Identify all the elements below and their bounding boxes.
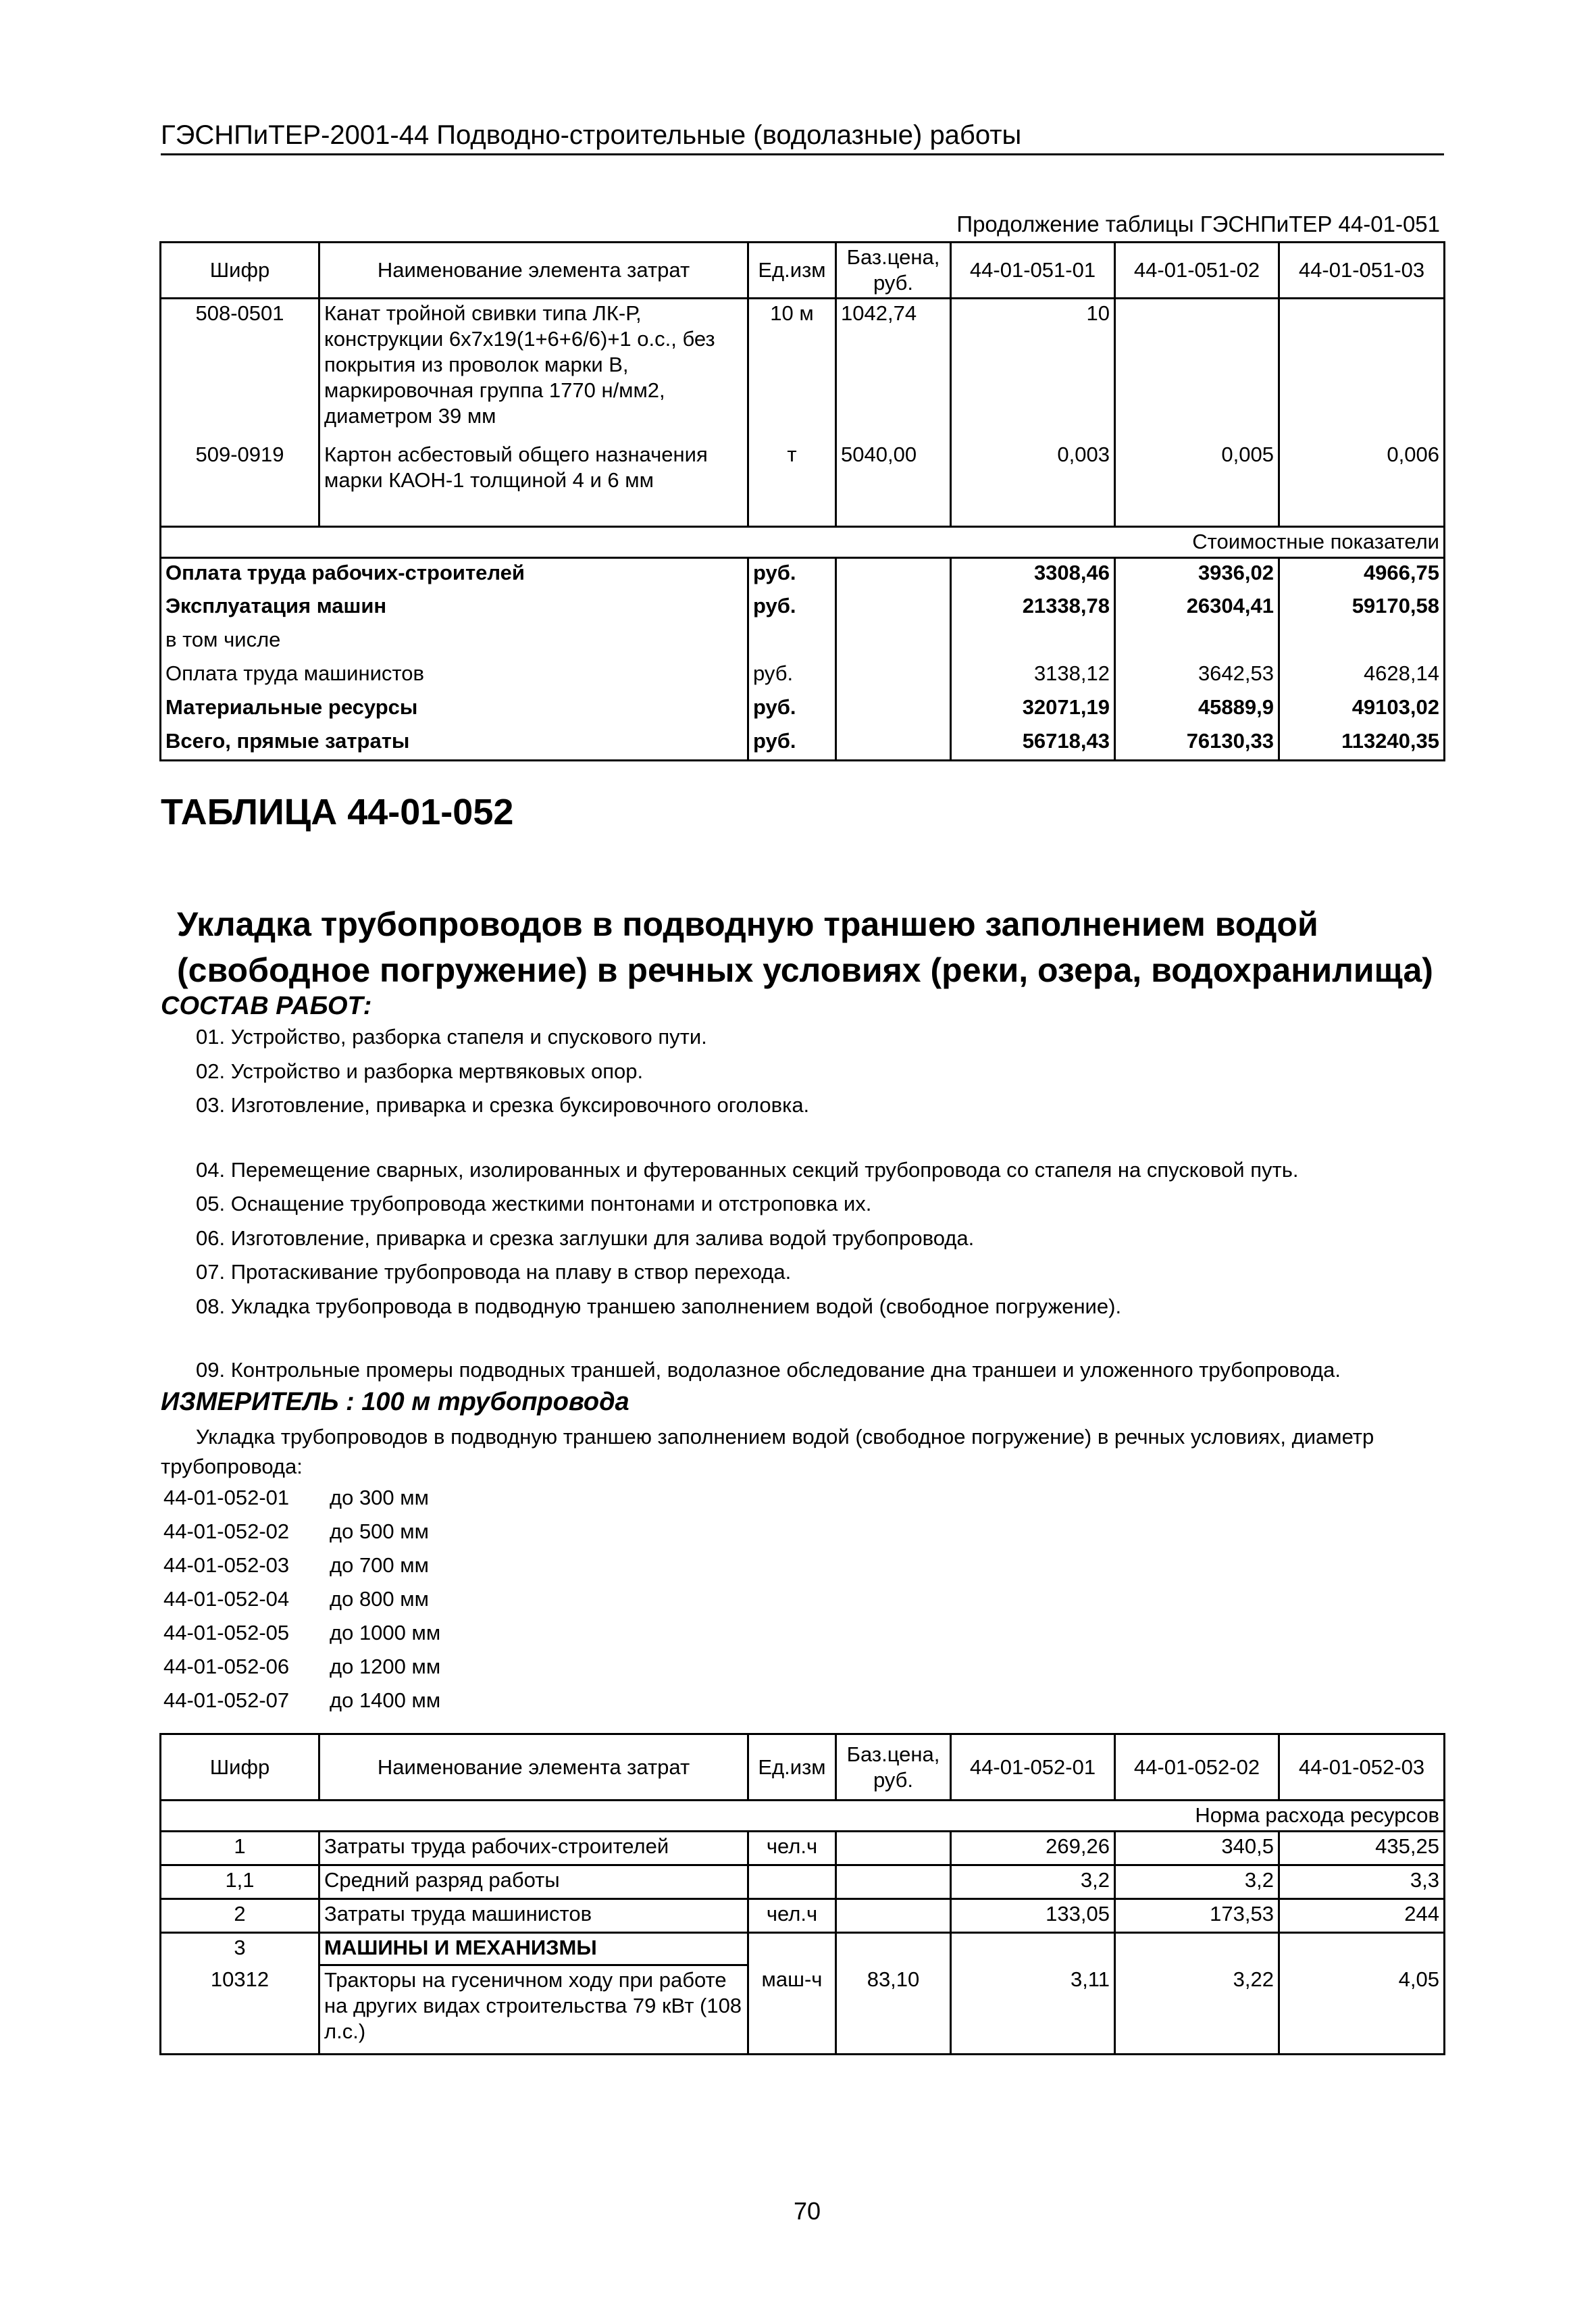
header-name: Наименование элемента затрат [319,243,748,299]
row-value-3 [1279,1933,1445,1965]
cost-value-2: 26304,41 [1115,592,1279,626]
row-value-1 [951,1933,1115,1965]
band-cost-indicators: Стоимостные показатели [161,527,1445,558]
row-name: Средний разряд работы [319,1865,748,1899]
header-price: Баз.цена, руб. [836,243,951,299]
header-rule [161,153,1444,155]
works-label: СОСТАВ РАБОТ: [161,992,372,1020]
cost-value-2: 3642,53 [1115,659,1279,693]
work-item: 06. Изготовление, приварка и срезка заглушки для залива водой трубопровода. [196,1226,975,1250]
cost-label: Материальные ресурсы [161,693,748,727]
row-value-3: 4,05 [1279,1965,1445,2055]
table-title: ТАБЛИЦА 44-01-052 [161,792,514,832]
row-code: 1 [161,1832,319,1865]
header-col2: 44-01-051-02 [1115,243,1279,299]
section-heading-line2: (свободное погружение) в речных условиях (реки, озера, водохранилища) [177,951,1433,989]
table-row [161,626,1445,659]
header-unit: Ед.изм [748,1734,836,1801]
row-price [836,1933,951,1965]
row-price [836,1832,951,1865]
header-col2: 44-01-052-02 [1115,1734,1279,1801]
table-row [161,592,1445,626]
variant-code: 44-01-052-01 [163,1486,290,1509]
row-price [836,1899,951,1933]
work-item: 05. Оснащение трубопровода жесткими понтонами и отстроповка их. [196,1192,872,1215]
row-code: 2 [161,1899,319,1933]
meter-label: ИЗМЕРИТЕЛЬ : [161,1388,355,1416]
table-row [161,299,1445,441]
row-value-2: 0,005 [1115,441,1279,527]
row-name: Затраты труда машинистов [319,1899,748,1933]
row-price: 83,10 [836,1965,951,2055]
table-row [161,693,1445,727]
row-name: Тракторы на гусеничном ходу при работе на других видах строительства 79 кВт (108 л.с.) [319,1965,748,2055]
cost-unit: руб. [748,727,836,761]
cost-value-3: 59170,58 [1279,592,1445,626]
work-item: 02. Устройство и разборка мертвяковых опор. [196,1059,644,1083]
cost-unit: руб. [748,693,836,727]
work-item: 03. Изготовление, приварка и срезка буксировочного оголовка. [196,1093,810,1117]
header-col3: 44-01-052-03 [1279,1734,1445,1801]
row-code: 508-0501 [161,299,319,441]
variant-code: 44-01-052-02 [163,1519,290,1543]
row-value-3: 3,3 [1279,1865,1445,1899]
cost-unit: руб. [748,558,836,592]
band-resource-norms: Норма расхода ресурсов [161,1801,1445,1832]
cost-label: Оплата труда рабочих-строителей [161,558,748,592]
cost-unit: руб. [748,659,836,693]
cost-label: Оплата труда машинистов [161,659,748,693]
table-row [161,558,1445,592]
row-unit: т [748,441,836,527]
cost-value-3 [1279,626,1445,659]
work-item: 04. Перемещение сварных, изолированных и футерованных секций трубопровода со стапеля на спусковой путь. [196,1158,1299,1182]
resource-table-44-01-052 [159,1733,1445,2055]
table-row [161,1933,1445,1965]
variant-value: до 1200 мм [330,1655,441,1678]
variant-code: 44-01-052-05 [163,1621,290,1644]
row-value-3: 244 [1279,1899,1445,1933]
cost-value-1: 3138,12 [951,659,1115,693]
work-item: 08. Укладка трубопровода в подводную траншею заполнением водой (свободное погружение). [196,1294,1122,1318]
variant-value: до 1400 мм [330,1688,441,1712]
meter-value: 100 м трубопровода [361,1388,629,1416]
table-row [161,1899,1445,1933]
table-row [161,441,1445,527]
cost-value-3: 49103,02 [1279,693,1445,727]
row-price [836,1865,951,1899]
row-value-2: 340,5 [1115,1832,1279,1865]
variant-value: до 1000 мм [330,1621,441,1644]
cost-unit: руб. [748,592,836,626]
header-name: Наименование элемента затрат [319,1734,748,1801]
row-value-2: 3,2 [1115,1865,1279,1899]
table-row [161,1832,1445,1865]
row-value-3: 0,006 [1279,441,1445,527]
header-col3: 44-01-051-03 [1279,243,1445,299]
cost-label: Эксплуатация машин [161,592,748,626]
cost-value-3: 4966,75 [1279,558,1445,592]
header-code: Шифр [161,1734,319,1801]
row-value-2: 3,22 [1115,1965,1279,2055]
row-price: 1042,74 [836,299,951,441]
variant-code: 44-01-052-06 [163,1655,290,1678]
header-col1: 44-01-052-01 [951,1734,1115,1801]
section-heading-line1: Укладка трубопроводов в подводную траншею заполнением водой [177,905,1318,943]
cost-value-1: 21338,78 [951,592,1115,626]
row-price: 5040,00 [836,441,951,527]
row-value-3: 435,25 [1279,1832,1445,1865]
table-row [161,1865,1445,1899]
row-value-1: 3,2 [951,1865,1115,1899]
running-header: ГЭСНПиТЕР-2001-44 Подводно-строительные (водолазные) работы [161,120,1022,150]
cost-value-2 [1115,626,1279,659]
row-name: Канат тройной свивки типа ЛК-Р, конструкции 6х7х19(1+6+6/6)+1 о.с., без покрытия из проволок марки В, маркировочная группа 1770 н/мм2, диаметром 39 мм [319,299,748,441]
cost-value-2: 76130,33 [1115,727,1279,761]
row-name: Картон асбестовый общего назначения марки КАОН-1 толщиной 4 и 6 мм [319,441,748,527]
cost-label: в том числе [161,626,748,659]
row-unit: маш-ч [748,1965,836,2055]
row-value-1: 269,26 [951,1832,1115,1865]
row-value-3 [1279,299,1445,441]
row-value-1: 3,11 [951,1965,1115,2055]
variant-code: 44-01-052-04 [163,1587,290,1611]
header-col1: 44-01-051-01 [951,243,1115,299]
work-item: 01. Устройство, разборка стапеля и спускового пути. [196,1025,707,1049]
row-value-2: 173,53 [1115,1899,1279,1933]
header-code: Шифр [161,243,319,299]
row-code: 10312 [161,1965,319,2055]
continuation-caption: Продолжение таблицы ГЭСНПиТЕР 44-01-051 [956,211,1440,236]
row-unit [748,1865,836,1899]
row-unit: чел.ч [748,1899,836,1933]
cost-value-1 [951,626,1115,659]
row-unit: чел.ч [748,1832,836,1865]
table-row [161,659,1445,693]
variant-value: до 800 мм [330,1587,429,1611]
work-item: 07. Протаскивание трубопровода на плаву в створ перехода. [196,1260,792,1284]
cost-value-3: 113240,35 [1279,727,1445,761]
cost-value-2: 45889,9 [1115,693,1279,727]
cost-unit [748,626,836,659]
variant-code: 44-01-052-03 [163,1553,290,1577]
row-value-2 [1115,1933,1279,1965]
cost-value-3: 4628,14 [1279,659,1445,693]
meter-line [161,1386,629,1417]
work-item: 09. Контрольные промеры подводных траншей, водолазное обследование дна траншеи и уложенного трубопровода. [196,1358,1341,1382]
variant-value: до 500 мм [330,1519,429,1543]
row-code: 509-0919 [161,441,319,527]
row-value-2 [1115,299,1279,441]
cost-value-2: 3936,02 [1115,558,1279,592]
row-unit [748,1933,836,1965]
cost-value-1: 3308,46 [951,558,1115,592]
cost-table-44-01-051 [159,241,1445,761]
row-unit: 10 м [748,299,836,441]
row-value-1: 133,05 [951,1899,1115,1933]
table-row [161,727,1445,761]
cost-value-1: 32071,19 [951,693,1115,727]
header-price: Баз.цена, руб. [836,1734,951,1801]
row-code: 3 [161,1933,319,1965]
variant-value: до 700 мм [330,1553,429,1577]
variant-code: 44-01-052-07 [163,1688,290,1712]
row-value-1: 10 [951,299,1115,441]
description-paragraph: Укладка трубопроводов в подводную траншею заполнением водой (свободное погружение) в речных условиях, диаметр трубопровода: [161,1425,1374,1478]
row-value-1: 0,003 [951,441,1115,527]
row-code: 1,1 [161,1865,319,1899]
page-number: 70 [793,2197,821,2225]
cost-value-1: 56718,43 [951,727,1115,761]
cost-label: Всего, прямые затраты [161,727,748,761]
variant-value: до 300 мм [330,1486,429,1509]
table-row [161,1965,1445,2055]
row-name: Затраты труда рабочих-строителей [319,1832,748,1865]
row-name: МАШИНЫ И МЕХАНИЗМЫ [319,1933,748,1965]
header-unit: Ед.изм [748,243,836,299]
